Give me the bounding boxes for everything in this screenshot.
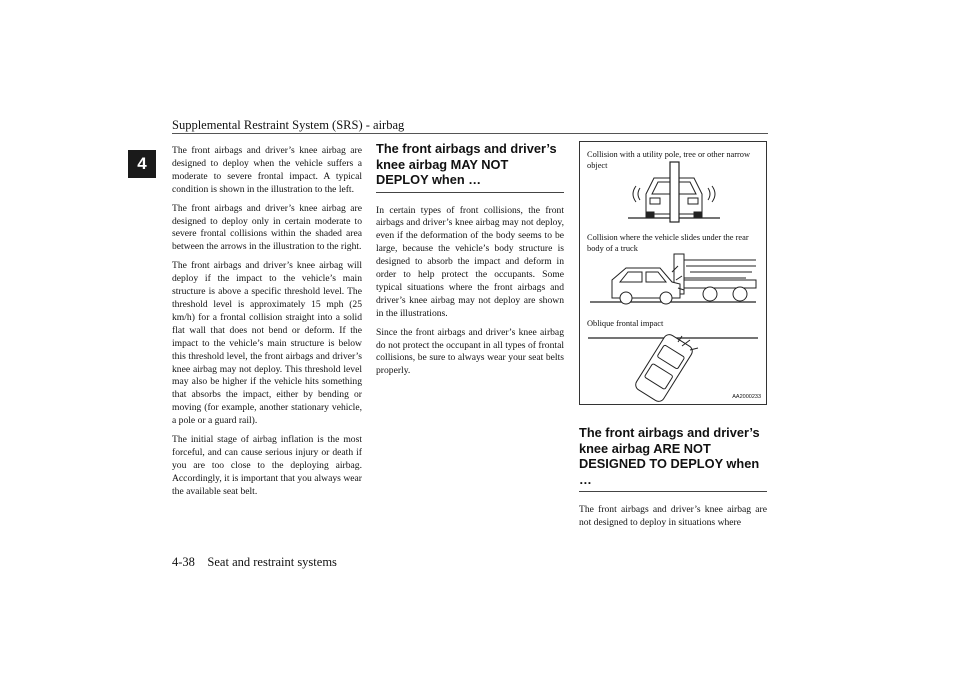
collision-illustration <box>579 141 767 405</box>
truck-underride-drawing <box>590 254 756 304</box>
figure-code: AA2000233 <box>732 394 761 400</box>
paragraph: Since the front airbags and driver’s knee airbag do not protect the occupant in all types of frontal collisions, be sure to always wear your seat belts properly. <box>376 326 564 377</box>
section-heading-not-designed: The front airbags and driver’s knee airbag ARE NOT DESIGNED TO DEPLOY when … <box>579 425 767 492</box>
caption-truck-collision: Collision where the vehicle slides under the rear body of a truck <box>587 233 749 253</box>
caption-pole-collision: Collision with a utility pole, tree or other narrow object <box>587 150 751 170</box>
caption-oblique-impact: Oblique frontal impact <box>587 319 664 328</box>
header-rule <box>172 133 768 134</box>
paragraph: The front airbags and driver’s knee airbag are designed to deploy only in certain moderate to severe frontal collisions within the shaded area between the arrows in the illustration to the right. <box>172 202 362 253</box>
paragraph: The initial stage of airbag inflation is the most forceful, and can cause serious injury or death if you are too close to the deploying airbag. Accordingly, it is important that you always wear the available seat belt. <box>172 434 362 497</box>
page-number: 4-38 <box>172 555 195 569</box>
column-right <box>579 141 767 536</box>
page-footer <box>172 555 337 569</box>
section-heading-may-not-deploy: The front airbags and driver’s knee airbag MAY NOT DEPLOY when … <box>376 141 564 193</box>
paragraph: The front airbags and driver’s knee airbag will deploy if the impact to the vehicle’s main structure is above a specific threshold level. The threshold level is approximately 15 mph (25 km/h) for a frontal collision straight into a solid flat wall that does not bend or deform. If the impact to the vehicle’s main structure is below this threshold level, the front airbags and driver’s knee airbag may not deploy. This threshold level may also be higher if the vehicle hits something that absorbs the impact, either by bending or moving (for example, another stationary vehicle, a pole or a guard rail). <box>172 260 362 427</box>
chapter-tab: 4 <box>128 150 156 178</box>
oblique-impact-drawing <box>588 332 758 403</box>
collision-illustration-art <box>580 142 766 404</box>
paragraph: In certain types of front collisions, the front airbags and driver’s knee airbag may not deploy, even if the deformation of the body seems to be large, because the vehicle’s body structure is designed to absorb the impact and deform in order to help protect the occupants. Some typical situations where the front airbags and driver’s knee airbag may not deploy are shown in the illustrations. <box>376 204 564 319</box>
paragraph: The front airbags and driver’s knee airbag are designed to deploy when the vehicle suffers a moderate to severe frontal impact. A typical condition is shown in the illustration to the left. <box>172 145 362 195</box>
section-title: Seat and restraint systems <box>207 555 337 569</box>
column-left <box>172 145 362 505</box>
column-middle <box>376 141 564 384</box>
pole-collision-drawing <box>628 162 720 222</box>
page-header-title: Supplemental Restraint System (SRS) - airbag <box>172 118 405 132</box>
paragraph: The front airbags and driver’s knee airbag are not designed to deploy in situations where <box>579 504 767 528</box>
